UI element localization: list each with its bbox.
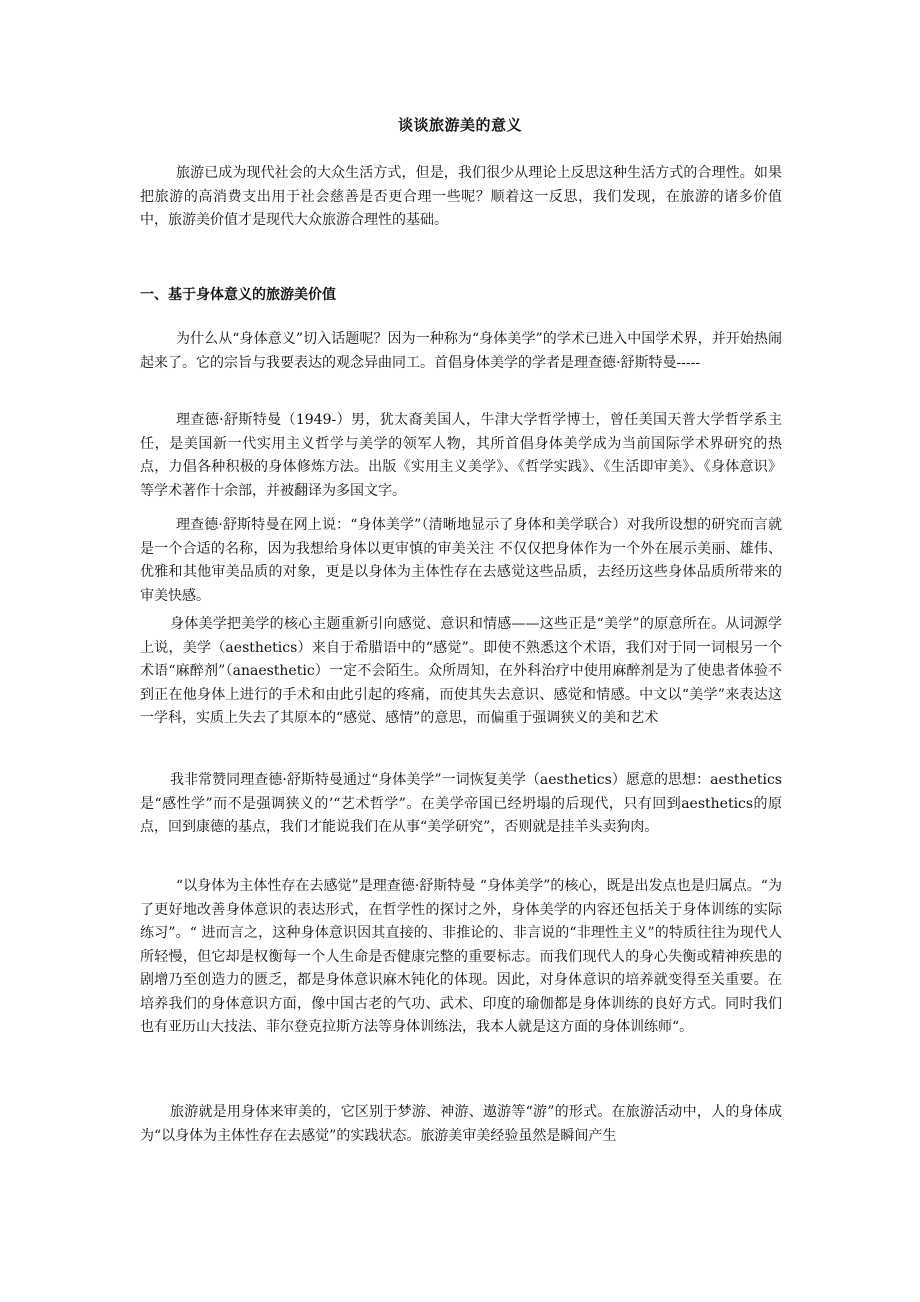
paragraph-1: 为什么从“身体意义”切入话题呢？因为一种称为“身体美学”的学术已进入中国学术界，并开始热闹起来了。它的宗旨与我要表达的观念异曲同工。首倡身体美学的学者是理查德·舒斯特曼----- (140, 331, 782, 371)
paragraph-7: 旅游就是用身体来审美的，它区别于梦游、神游、遨游等“游”的形式。在旅游活动中，人的身体成为“以身体为主体性存在去感觉”的实践状态。旅游美审美经验虽然是瞬间产生 (140, 1104, 782, 1144)
paragraph-2: 理查德·舒斯特曼（1949-）男，犹太裔美国人，牛津大学哲学博士，曾任美国天普大学哲学系主任，是美国新一代实用主义哲学与美学的领军人物，其所首倡身体美学成为当前国际学术界研究的热点，力倡各种积极的身体修炼方法。出版《实用主义美学》、《哲学实践》、《生活即审美》、《身体意识》等学术著作十余部，并被翻译为多国文字。 (140, 412, 782, 499)
intro-paragraph: 旅游已成为现代社会的大众生活方式，但是，我们很少从理论上反思这种生活方式的合理性。如果把旅游的高消费支出用于社会慈善是否更合理一些呢？顺着这一反思，我们发现，在旅游的诸多价值中，旅游美价值才是现代大众旅游合理性的基础。 (140, 165, 782, 228)
paragraph-6: “以身体为主体性存在去感觉”是理查德·舒斯特曼 “身体美学”的核心，既是出发点也是归属点。“为了更好地改善身体意识的表达形式，在哲学性的探讨之外，身体美学的内容还包括关于身体训练的实际练习”。“ 进而言之，这种身体意识因其直接的、非推论的、非言说的“非理性主义”的特质往往为现代人所轻慢，但它却是权衡每一个人生命是否健康完整的重要标志。而我们现代人的身心失衡或精神疾患的剧增乃至创造力的匮乏，都是身体意识麻木钝化的体现。因此，对身体意识的培养就变得至关重要。在培养我们的身体意识方面，像中国古老的气功、武术、印度的瑜伽都是身体训练的良好方式。同时我们也有亚历山大技法、菲尔登克拉斯方法等身体训练法，我本人就是这方面的身体训练师“。 (140, 878, 782, 1035)
section-heading: 一、基于身体意义的旅游美价值 (140, 287, 336, 303)
document-title: 谈谈旅游美的意义 (397, 116, 522, 134)
paragraph-4: 身体美学把美学的核心主题重新引向感觉、意识和情感——这些正是“美学”的原意所在。从词源学上说，美学（aesthetics）来自于希腊语中的“感觉”。即使不熟悉这个术语，我们对于同一词根另一个术语“麻醉剂”（anaesthetic）一定不会陌生。众所周知，在外科治疗中使用麻醉剂是为了使患者体验不到正在他身体上进行的手术和由此引起的疼痛，而使其失去意识、感觉和情感。中文以“美学”来表达这一学科，实质上失去了其原本的“感觉、感情”的意思，而偏重于强调狭义的美和艺术 (140, 616, 782, 726)
paragraph-5: 我非常赞同理查德·舒斯特曼通过“身体美学”一词恢复美学（aesthetics）愿意的思想：aesthetics是“感性学”而不是强调狭义的’“艺术哲学”。在美学帝国已经坍塌的后现代，只有回到aesthetics的原点，回到康德的基点，我们才能说我们在从事“美学研究”，否则就是挂羊头卖狗肉。 (140, 772, 782, 835)
paragraph-3: 理查德·舒斯特曼在网上说：“身体美学”（清晰地显示了身体和美学联合）对我所设想的研究而言就是一个合适的名称，因为我想给身体以更审慎的审美关注 不仅仅把身体作为一个外在展示美丽、雄伟、优雅和其他审美品质的对象，更是以身体为主体性存在去感觉这些品质，去经历这些身体品质所带来的审美快感。 (140, 517, 782, 604)
